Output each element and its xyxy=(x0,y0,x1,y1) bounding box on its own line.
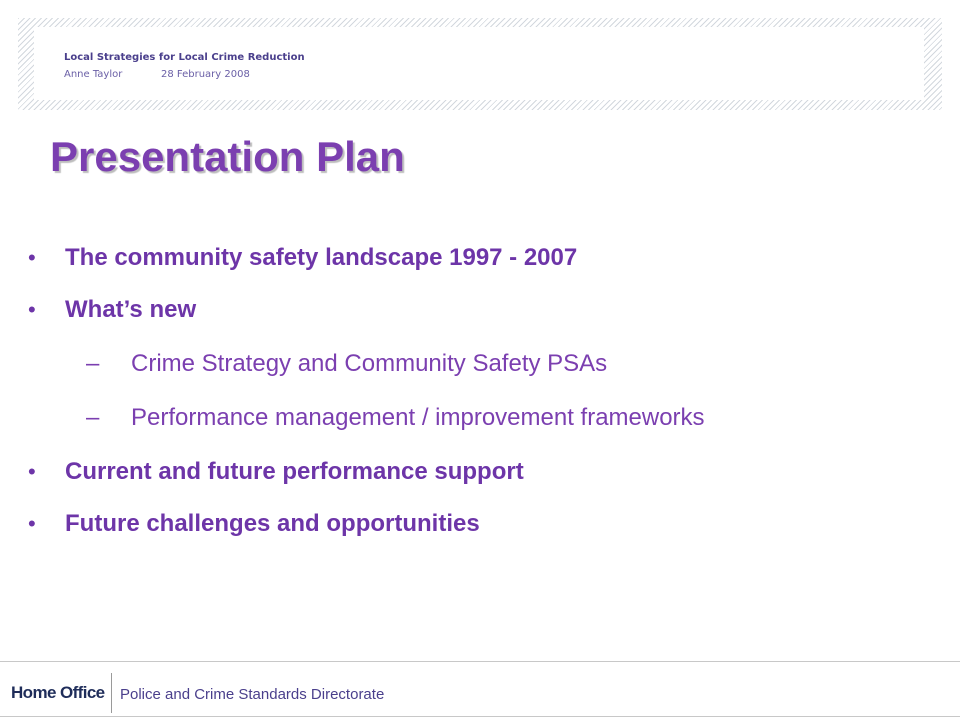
bullet-marker: • xyxy=(28,245,36,270)
sub-bullet-text: Crime Strategy and Community Safety PSAs xyxy=(131,350,608,377)
footer-vertical-divider xyxy=(111,673,112,713)
bullet-text: The community safety landscape 1997 - 2007 xyxy=(65,244,578,271)
sub-bullet-text: Performance management / improvement frameworks xyxy=(131,404,705,431)
footer-divider-line xyxy=(0,661,960,662)
slide-title: Presentation Plan xyxy=(50,133,405,180)
footer-bottom-line xyxy=(0,716,960,717)
author-name: Anne Taylor xyxy=(64,69,123,80)
bullet-marker: • xyxy=(28,297,36,322)
header-frame xyxy=(18,18,942,110)
dash-marker: – xyxy=(86,404,100,431)
header-panel xyxy=(34,27,924,100)
bullet-marker: • xyxy=(28,511,36,536)
bullet-marker: • xyxy=(28,459,36,484)
bullet-text: What’s new xyxy=(65,296,197,323)
presentation-date: 28 February 2008 xyxy=(161,69,250,80)
directorate-name: Police and Crime Standards Directorate xyxy=(120,686,385,703)
bullet-text: Future challenges and opportunities xyxy=(65,510,480,537)
home-office-logo: Home Office xyxy=(11,683,105,702)
dash-marker: – xyxy=(86,350,100,377)
presentation-title: Local Strategies for Local Crime Reduction xyxy=(64,52,305,63)
bullet-text: Current and future performance support xyxy=(65,458,524,485)
